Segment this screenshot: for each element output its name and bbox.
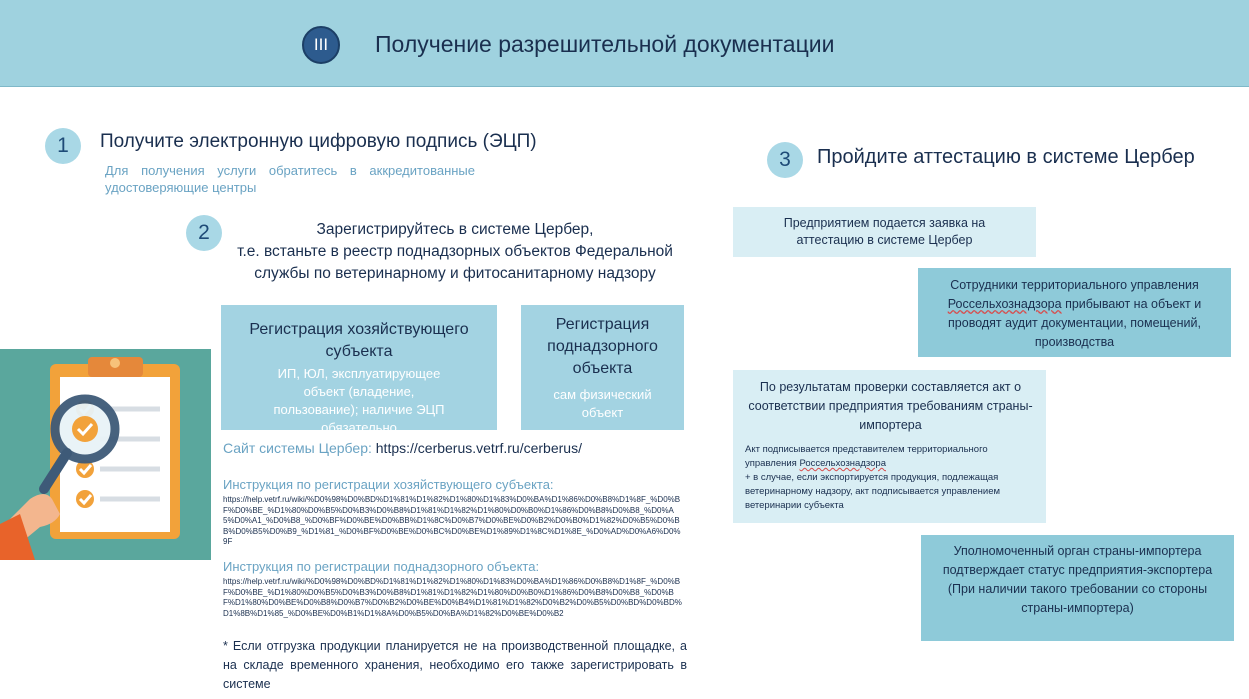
clipboard-magnifier-icon	[0, 349, 211, 560]
instruction-subject-link[interactable]: https://help.vetrf.ru/wiki/%D0%98%D0%BD%D1%81%D1%82%D1%80%D1%83%D0%BA%D1%86%D0%B8%D1%8F_%D0%BF%D0%BE_%D1%80%D0%B5%D0%B3%D0%B8%D1%81%D1%82%D1%80%D0%B0%D1%86%D0%B8%D0%B8_%D0%A5%D0%A1_%D0%B8_%D0%BF%D0%BE%D0%BB%D1%8C%D0%B7%D0%BE%D0%B2%D0%B0%D1%82%D0%B5%D0%BB%D0%B5%D0%B9_%D1%81_%D0%BF%D0%BE%D0%BC%D0%BE%D1%89%D1%8C%D1%8E_%D0%AD%D0%A6%D0%9F	[223, 495, 681, 546]
subject-registration-text: ИП, ЮЛ, эксплуатирующее объект (владение, пользование); наличие ЭЦП обязательно	[273, 366, 445, 435]
clipboard-illustration	[0, 349, 211, 560]
warehouse-note: * Если отгрузка продукции планируется не на производственной площадке, а на складе временного хранения, необходимо его также зарегистрировать в системе	[223, 639, 687, 691]
flow-2-text-c: прибывают на объект и проводят аудит документации, помещений, производства	[948, 297, 1202, 349]
instruction-subject	[223, 477, 683, 548]
step-2-title	[215, 219, 695, 285]
flow-2-text-a: Сотрудники территориального управления	[950, 278, 1199, 292]
cerberus-site-label: Сайт системы Цербер:	[223, 440, 376, 456]
attestation-flow-2	[918, 268, 1231, 357]
cerberus-site	[223, 440, 582, 456]
flow-3-agency: Россельхознадзора	[799, 458, 886, 469]
flow-3-text-c: + в случае, если экспортируется продукция, подлежащая ветеринарному надзору, акт подписывается управлением ветеринарии субъекта	[745, 472, 1001, 511]
step-2-title-line2: т.е. встаньте в реестр поднадзорных объектов Федеральной службы по ветеринарному и фитосанитарному надзору	[237, 243, 673, 282]
object-registration-text: сам физический объект	[553, 387, 652, 420]
attestation-flow-1: Предприятием подается заявка на аттестацию в системе Цербер	[733, 207, 1036, 257]
header-bar	[0, 0, 1249, 87]
flow-3-details	[745, 443, 1036, 513]
attestation-flow-4: Уполномоченный орган страны-импортера подтверждает статус предприятия-экспортера (При наличии такого требовании со стороны страны-импортера)	[921, 535, 1234, 641]
instruction-object-link[interactable]: https://help.vetrf.ru/wiki/%D0%98%D0%BD%D1%81%D1%82%D1%80%D1%83%D0%BA%D1%86%D0%B8%D1%8F_%D0%BF%D0%BE_%D1%80%D0%B5%D0%B3%D0%B8%D1%81%D1%82%D1%80%D0%B0%D1%86%D0%B8%D0%B8_%D0%BF%D1%80%D0%BE%D0%B8%D0%B7%D0%B2%D0%BE%D0%B4%D1%81%D1%82%D0%B2%D0%B5%D0%BD%D0%BD%D1%8B%D1%85_%D0%BE%D0%B1%D1%8A%D0%B5%D0%BA%D1%82%D0%BE%D0%B2	[223, 577, 682, 618]
step-3-title: Пройдите аттестацию в системе Цербер	[817, 146, 1195, 168]
cerberus-site-link[interactable]: https://cerberus.vetrf.ru/cerberus/	[375, 440, 582, 456]
step-2-badge: 2	[186, 215, 222, 251]
attestation-flow-3	[733, 370, 1046, 523]
step-3-badge: 3	[767, 142, 803, 178]
step-1-badge: 1	[45, 128, 81, 164]
flow-2-agency: Россельхознадзора	[947, 297, 1062, 311]
flow-3-text-a: Акт подписывается представителем территориального управления	[745, 444, 988, 469]
instruction-subject-label: Инструкция по регистрации хозяйствующего субъекта:	[223, 477, 554, 492]
object-registration-box	[521, 305, 684, 430]
subject-registration-heading: Регистрация хозяйствующего субъекта	[249, 321, 469, 360]
object-registration-heading: Регистрация поднадзорного объекта	[547, 316, 658, 377]
instruction-object-label: Инструкция по регистрации поднадзорного объекта:	[223, 559, 540, 574]
instruction-object	[223, 559, 683, 619]
flow-3-heading: По результатам проверки составляется акт о соответствии предприятия требованиям страны-импортера	[748, 380, 1033, 432]
page-title: Получение разрешительной документации	[375, 31, 835, 57]
subject-registration-box	[221, 305, 497, 435]
step-1-title: Получите электронную цифровую подпись (ЭЦП)	[100, 131, 537, 152]
section-roman-badge: III	[302, 26, 340, 64]
step-2-title-line1: Зарегистрируйтесь в системе Цербер,	[316, 221, 594, 238]
step-1-subtitle: Для получения услуги обратитесь в аккредитованные удостоверяющие центры	[105, 163, 475, 195]
